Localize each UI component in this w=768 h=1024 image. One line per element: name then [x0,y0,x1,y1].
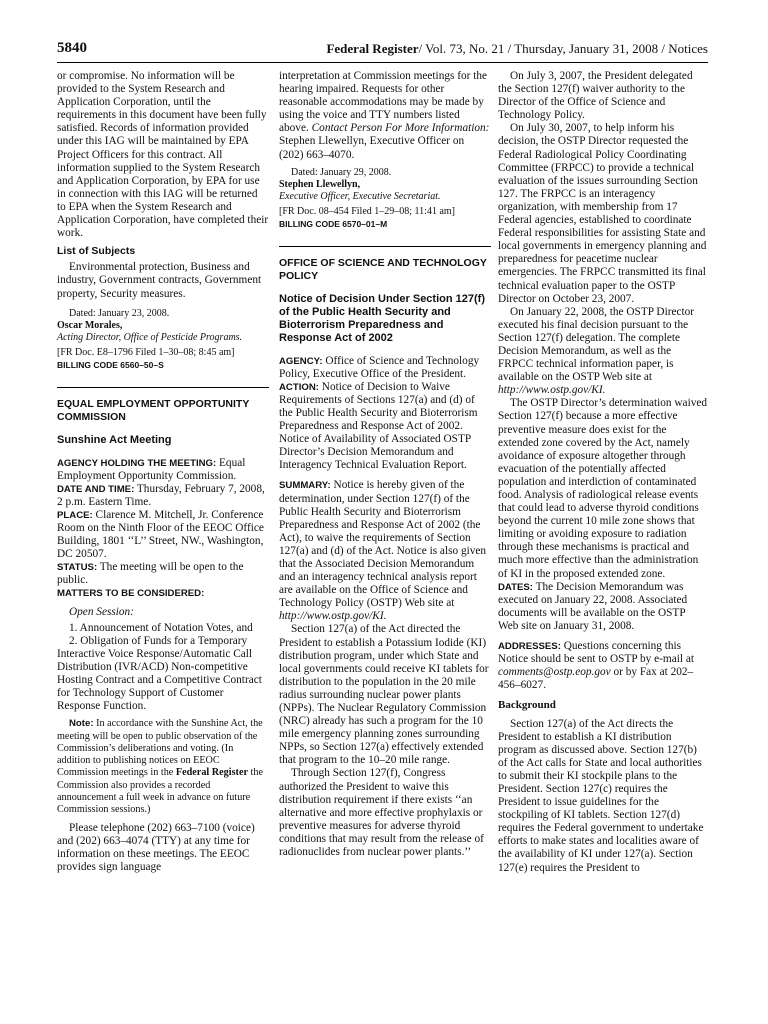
text: Clarence M. Mitchell, Jr. Conference Room on the Ninth Floor of the EEOC Office Building, 1801 ‘‘L’’ Street, NW., Washington, DC 20507. [57,508,264,561]
text: Stephen Llewellyn, Executive Officer on (202) 663–4070. [279,135,465,161]
paragraph [498,306,708,398]
text: Questions concerning this Notice should be sent to OSTP by e-mail at [498,640,694,666]
signer-title: Executive Officer, Executive Secretariat. [279,191,441,203]
subject-heading: Sunshine Act Meeting [57,433,172,446]
running-head [326,41,708,57]
text: Thursday, February 7, 2008, 2 p.m. Eastern Time. [57,482,265,508]
email-link[interactable]: comments@ostp.eop.gov [498,666,611,679]
paragraph: Please telephone (202) 663–7100 (voice) and (202) 663–4074 (TTY) at any time for information on these meetings. The EEOC provides sign language [57,821,255,873]
label: AGENCY: [279,355,323,367]
text: In accordance with the Sunshine Act, the meeting will be open to public observation of the Commission’s deliberations and voting. (In addition to publishing notices on EEOC Commission meetings in the [57,718,263,779]
billing-code: BILLING CODE 6560–50–S [57,360,164,371]
paragraph: Section 127(a) of the Act directed the President to establish a Potassium Iodide (KI) distribution program, under which State and local governments could receive KI tablets for distribution to the population in the 20 mile radius surrounding nuclear power plants (NPPs). The Nuclear Regulatory Commission (NRC) already has such a program for the 10 mile emergency planning zones surrounding NPPs, so Section 127(a) effectively extended that program to the 10–20 mile range. [279,623,489,767]
volume-info: / Vol. 73, No. 21 / Thursday, January 31, 2008 / Notices [418,41,708,56]
notice-title: Notice of Decision Under Section 127(f) of the Public Health Security and Bioterrorism Preparedness and Response Act of 2002 [279,292,485,344]
fr-doc-line: [FR Doc. 08–454 Filed 1–29–08; 11:41 am] [279,206,456,218]
text: Equal Employment Opportunity Commission. [57,456,246,482]
paragraph [279,70,491,162]
note-label: Note: [69,718,94,730]
note-paragraph [57,718,269,816]
agency-heading: OFFICE OF SCIENCE AND TECHNOLOGY POLICY [279,256,487,282]
paragraph: or compromise. No information will be provided to the System Research and Application Corporation, until the requirements in this document have been fully satisfied. Records of information provided under this IAG will be maintained by EPA Project Officers for this contract. All information supplied to the System Research and Application Corporation, by EPA for use in connection with this IAG will be returned to EPA when the System Research and Application Corporation, have completed their work. [57,70,269,240]
text: the Commission also provides a recorded announcement a full week in advance on future Commission sessions.) [57,767,263,816]
label: MATTERS TO BE CONSIDERED: [57,588,205,600]
billing-code: BILLING CODE 6570–01–M [279,219,388,230]
label: ACTION: [279,381,319,393]
dated-line: Dated: January 29, 2008. [291,166,392,178]
signer-name: Stephen Llewellyn, [279,178,361,190]
text: interpretation at Commission meetings for the hearing impaired. Requests for other reasonable accommodations may be made by using the voice and TTY numbers listed above. [279,70,488,135]
text: or by Fax at 202–456–6027. [498,666,694,692]
label: STATUS: [57,562,98,574]
text: Notice of Decision to Waive Requirements of Sections 127(a) and (d) of the Public Health Security and Bioterrorism Preparedness and Response Act of 2002. Notice of Availability of Associated OSTP Director’s Decision Memorandum and Interagency Technical Evaluation Report. [279,380,478,472]
section-heading: List of Subjects [57,245,136,258]
label: PLACE: [57,509,93,521]
paragraph: On July 3, 2007, the President delegated the Section 127(f) waiver authority to the Director of the Office of Science and Technology Policy. [498,70,693,122]
publication-name: Federal Register [326,41,419,56]
dated-line: Dated: January 23, 2008. [69,307,170,319]
fr-doc-line: [FR Doc. E8–1796 Filed 1–30–08; 8:45 am] [57,347,235,359]
open-session: Open Session: [69,605,134,618]
column-1 [57,70,269,874]
page-header [57,40,708,60]
label: DATES: [498,581,533,593]
text: Office of Science and Technology Policy, Executive Office of the President. [279,354,480,380]
signer-name: Oscar Morales, [57,319,123,331]
signer-title: Acting Director, Office of Pesticide Programs. [57,332,243,343]
column-3 [498,70,708,875]
paragraph: The OSTP Director’s determination waived Section 127(f) because a more effective preventive measure does exist for the extended zone covered by the Act, namely avoidance of exposure altogether through evacuation of the potentially affected population and interdiction of contaminated food. Analysis of radiological release events that could lead to adverse thyroid conditions beyond the current 10 mile zone shows that limiting or avoiding exposure to radiation through these mechanisms is practical and much more effective than the administration of KI in the proposed extended zone. [498,397,708,580]
label: DATE AND TIME: [57,483,135,495]
paragraph: Through Section 127(f), Congress authorized the President to waive this distribution requirement if there exists ‘‘an alternative and more effective prophylaxis or preventive measures for adverse thyroid conditions that may result from the release of radionuclides from nuclear power plants.’’ [279,767,484,859]
section-heading: Background [498,699,556,712]
ostp-url-link[interactable]: http://www.ostp.gov/KI. [279,610,387,623]
text: Contact Person For More Information: [311,122,490,135]
text: Notice is hereby given of the determination, under Section 127(f) of the Public Health Security and Bioterrorism Preparedness and Response Act of 2002 (the Act), to waive the requirements of Section 127(a) and (d) of the Act. Notice is also given that the Associated Decision Memorandum and an interagency technical analysis report are available on the Office of Science and Technology Policy (OSTP) Web site at [279,479,487,610]
ostp-url-link[interactable]: http://www.ostp.gov/KI. [498,384,606,397]
agency-heading: EQUAL EMPLOYMENT OPPORTUNITY COMMISSION [57,397,250,423]
text: On January 22, 2008, the OSTP Director executed his final decision pursuant to the Section 127(f) delegation. The complete Decision Memorandum, as well as the FRPCC technical information paper, is available on the OSTP Web site at [498,305,695,384]
column-2 [279,70,491,859]
paragraph: Environmental protection, Business and industry, Government contracts, Government property, Security measures. [57,261,262,300]
text: The Decision Memorandum was executed on January 22, 2008. Associated documents will be available on the OSTP Web site on January 31, 2008. [498,580,688,632]
text: The meeting will be open to the public. [57,561,244,587]
label: ADDRESSES: [498,641,561,653]
label: SUMMARY: [279,480,331,492]
label: AGENCY HOLDING THE MEETING: [57,457,217,469]
text: Federal Register [175,767,248,779]
page-number: 5840 [57,40,87,56]
paragraph: Section 127(a) of the Act directs the President to establish a KI distribution program as discussed above. Section 127(b) of the Act calls for State and local authorities to submit their KI stockpile plans to the President. Section 127(c) requires the President to issue guidelines for the stockpiling of KI tablets. Section 127(d) requires the Federal government to undertake efforts to make states and localities aware of the availability of KI under 127(a). Section 127(e) requires the President to [498,717,704,874]
agenda-item: 1. Announcement of Notation Votes, and [69,621,253,634]
agenda-item: 2. Obligation of Funds for a Temporary Interactive Voice Response/Automatic Call Distribution (IVR/ACD) Non-competitive Hosting Contract and a Competitive Contract for Technology Support of Customer Response Function. [57,634,262,713]
paragraph: On July 30, 2007, to help inform his decision, the OSTP Director requested the Federal Radiological Policy Coordinating Committee (FRPCC) to provide a technical evaluation of the issues surrounding Section 127. The FRPCC is an interagency organization, with membership from 17 Federal agencies, established to coordinate Federal responsibilities for assisting State and local governments in emergency planning and preparedness for peacetime nuclear emergencies. The FRPCC transmitted its final technical evaluation paper to the OSTP Director on October 23, 2007. [498,122,707,305]
header-rule [57,62,708,63]
